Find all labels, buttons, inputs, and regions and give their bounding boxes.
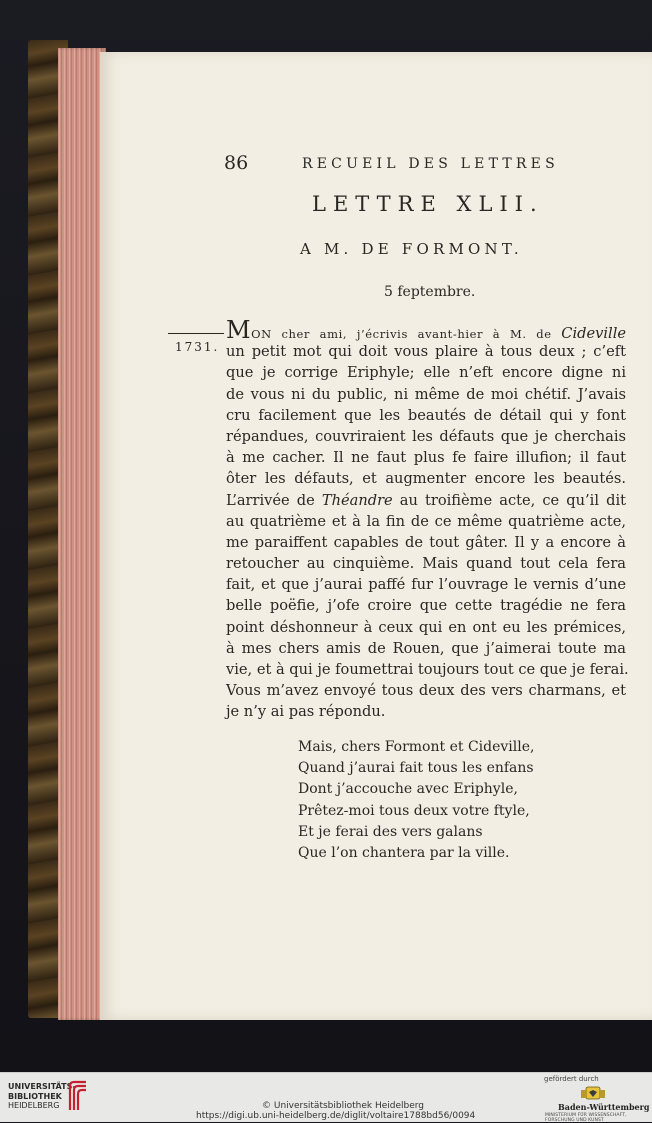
addressee: A M. DE FORMONT. — [300, 240, 523, 258]
verse-block — [298, 737, 618, 864]
page-edges — [58, 48, 106, 1020]
name-theandre: Théandre — [321, 491, 393, 509]
body-line: je n’y ai pas répondu. — [226, 703, 386, 721]
body-line: point déshonneur à ceux qui en ont eu les prémices, — [226, 618, 626, 636]
body-line: Vous m’avez envoyé tous deux des vers charmans, et — [226, 682, 626, 700]
copyright-notice: © Universitätsbibliothek Heidelberg — [262, 1101, 425, 1111]
letter-title: LETTRE XLII. — [312, 192, 544, 216]
name-cideville: Cideville — [561, 325, 626, 342]
state-coat-of-arms-icon — [580, 1085, 606, 1101]
verse-line: Que l’on chantera par la ville. — [298, 845, 510, 862]
body-line: cru facilement que les beautés de détail qui y font — [226, 406, 626, 424]
verse-line: Prêtez-moi tous deux votre ftyle, — [298, 802, 530, 819]
drop-cap: M — [226, 316, 252, 344]
library-logo[interactable]: UNIVERSITÄTS- BIBLIOTHEK HEIDELBERG — [8, 1082, 76, 1110]
sponsor-label: gefördert durch — [544, 1075, 599, 1083]
body-line: au quatrième et à la fin de ce même quatrième acte, — [226, 512, 626, 530]
body-line: fait, et que j’aurai paffé fur l’ouvrage le vernis d’une — [226, 576, 626, 594]
body-line: ôter les défauts, et augmenter encore les beautés. — [226, 470, 626, 488]
body-line: un petit mot qui doit vous plaire à tous deux ; c’eft — [226, 343, 626, 361]
body-line: L’arrivée de Théandre au troifième acte, ce qu’il dit — [226, 491, 626, 509]
verse-line: Mais, chers Formont et Cideville, — [298, 739, 535, 755]
body-line: MON cher ami, j’écrivis avant-hier à M. de Cideville — [226, 316, 626, 344]
body-line: à me cacher. Il ne faut plus fe faire illufion; il faut — [226, 449, 626, 467]
body-line: que je corrige Eriphyle; elle n’eft encore digne ni — [226, 364, 626, 382]
verse-line: Et je ferai des vers galans — [298, 823, 483, 840]
letter-body — [226, 316, 629, 723]
page-number: 86 — [224, 152, 249, 174]
verse-line: Quand j’aurai fait tous les enfans — [298, 760, 534, 777]
body-line: retoucher au cinquième. Mais quand tout cela fera — [226, 555, 626, 573]
sponsor-ministry: MINISTERIUM FÜR WISSENSCHAFT, FORSCHUNG UND KUNST — [545, 1113, 627, 1123]
letter-date: 5 feptembre. — [384, 284, 476, 300]
body-line: vie, et à qui je foumettrai toujours tout ce que je ferai. — [226, 661, 629, 678]
body-line: belle poëfie, j’ofe croire que cette tragédie ne fera — [226, 597, 626, 615]
sponsor-name[interactable]: Baden-Württemberg — [558, 1102, 650, 1112]
body-line: de vous ni du public, ni même de moi chétif. J’avais — [226, 385, 626, 403]
body-line: à mes chers amis de Rouen, que j’aimerai toute ma — [226, 639, 626, 657]
permalink[interactable]: https://digi.ub.uni-heidelberg.de/diglit/voltaire1788bd56/0094 — [196, 1111, 476, 1121]
margin-year: 1731. — [175, 340, 220, 354]
margin-rule — [168, 333, 224, 334]
body-line: me paraiffent capables de tout gâter. Il y a encore à — [226, 533, 626, 551]
verse-line: Dont j’accouche avec Eriphyle, — [298, 781, 518, 798]
running-head: RECUEIL DES LETTRES — [302, 156, 559, 172]
library-logo-icon — [66, 1080, 90, 1112]
body-line: répandues, couvriraient les défauts que je cherchais — [226, 427, 626, 445]
